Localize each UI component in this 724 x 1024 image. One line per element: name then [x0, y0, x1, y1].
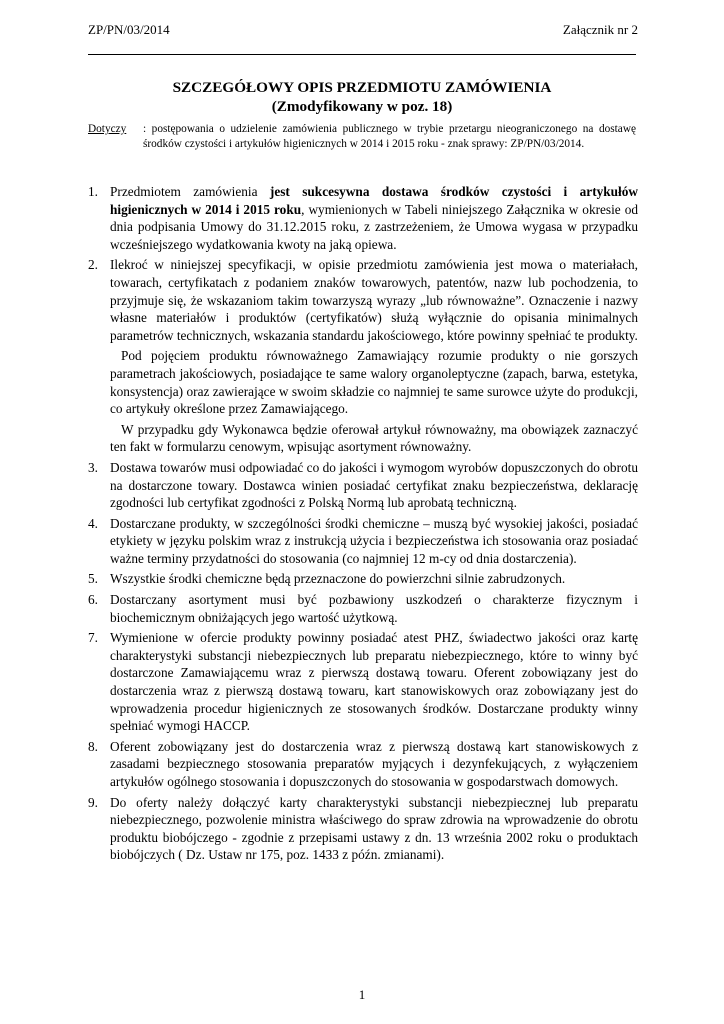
item-text: Dostarczany asortyment musi być pozbawiony uszkodzeń o charakterze fizycznym i biochemicznym obniżających jego wartość użytkową. [110, 592, 638, 625]
item-number: 1. [88, 184, 98, 199]
item-text: Dostarczane produkty, w szczególności środki chemiczne – muszą być wysokiej jakości, posiadać etykiety w języku polskim wraz z instrukcją użycia i bezpieczeństwa ich stosowania oraz posiadać ważne terminy przydatności do stosowania (co najmniej 12 m-cy od dnia dostarczenia). [110, 515, 638, 566]
item-number: 4. [88, 515, 98, 531]
item-text: Dostawa towarów musi odpowiadać co do jakości i wymogom wyrobów dopuszczonych do obrotu na dostarczone towary. Dostawca winien posiadać certyfikat znaku bezpieczeństwa, deklarację zgodności lub certyfikat zgodności z Polską Normą lub aprobatą techniczną. [110, 459, 638, 511]
header-doc-number: ZP/PN/03/2014 [88, 22, 170, 37]
list-item [88, 794, 638, 864]
item-paragraph: W przypadku gdy Wykonawca będzie oferował artykuł równoważny, ma obowiązek zaznaczyć ten fakt w formularzu cenowym, wpisując asortyment równoważny. [110, 421, 638, 455]
item-number: 8. [88, 738, 98, 754]
item-number: 5. [88, 571, 98, 587]
item-text: Wymienione w ofercie produkty powinny posiadać atest PHZ, świadectwo jakości oraz kartę charakterystyki substancji niebezpiecznych lub preparatu niebezpiecznego, które to winny być dostarczone Zamawiającemu wraz z pierwszą dostawą towaru. Oferent zobowiązany jest do dostarczenia wraz z pierwszą dostawą towaru, kart stanowiskowych oraz zobowiązany jest do wprowadzenia procedur higienicznych ze stosowanych środków. Dostarczane produkty winny spełniać wymogi HACCP. [110, 630, 638, 734]
subject-label: Dotyczy [88, 123, 127, 135]
item-paragraph: Pod pojęciem produktu równoważnego Zamawiający rozumie produkty o nie gorszych parametrach jakościowych, posiadające te same walory organoleptyczne (zapach, barwa, estetyka, konsystencja) oraz zawierające w swoim składzie co najmniej te same surowce użyte do produkcji, co artykuły określone przez Zamawiającego. [110, 348, 638, 417]
item-text: Wszystkie środki chemiczne będą przeznaczone do powierzchni silnie zabrudzonych. [110, 571, 566, 587]
list-item [88, 570, 638, 588]
item-number: 2. [88, 257, 98, 273]
header-attachment-label: Załącznik nr 2 [562, 22, 638, 37]
requirements-list [88, 183, 638, 867]
list-item [88, 515, 638, 568]
list-item [88, 256, 638, 344]
document-subtitle: (Zmodyfikowany w poz. 18) [271, 98, 453, 115]
subject-text: : postępowania o udzielenie zamówienia publicznego w trybie przetargu nieograniczonego na dostawę środków czystości i artykułów higienicznych w 2014 i 2015 roku - znak sprawy: ZP/PN/03/2014. [143, 123, 636, 150]
item-number: 3. [88, 459, 98, 475]
item-number: 9. [88, 794, 98, 810]
list-item [88, 591, 638, 626]
list-item [88, 459, 638, 512]
item-text-rest: , wymienionych w Tabeli niniejszego Załącznika w okresie od dnia podpisania Umowy do 31.12.2015 roku, z zastrzeżeniem, że Umowa wygasa w przypadku wcześniejszego wydatkowania kwoty na jaką opiewa. [110, 201, 638, 252]
document-title: SZCZEGÓŁOWY OPIS PRZEDMIOTU ZAMÓWIENIA [172, 79, 552, 96]
list-item [88, 183, 638, 253]
page-number: 1 [358, 987, 366, 1002]
item-text: Do oferty należy dołączyć karty charakterystyki substancji niebezpiecznej lub preparatu niebezpiecznego, pozwolenie ministra właściwego do spraw zdrowia na wprowadzenie do obrotu produktu biobójczego - zgodnie z przepisami ustawy z dn. 13 września 2002 roku o produktach biobójczych ( Dz. Ustaw nr 175, poz. 1433 z późn. zmianami). [110, 794, 638, 863]
header-rule [88, 54, 636, 55]
item-text: Ilekroć w niniejszej specyfikacji, w opisie przedmiotu zamówienia jest mowa o materiałach, towarach, certyfikatach z podaniem znaków towarowych, patentów, nazw lub pochodzenia, to przyjmuje się, że wskazaniom takim towarzyszą wyrazy „lub równoważne”. Oznaczenie i nazwy własne materiałów i produktów (certyfikatów) służą wyłącznie do opisania minimalnych parametrów technicznych, wskazania standardu jakościowego, które powinny spełniać te produkty. [110, 257, 638, 343]
item-number: 6. [88, 592, 98, 608]
item-text-intro: Przedmiotem zamówienia [110, 184, 270, 199]
item-text: Oferent zobowiązany jest do dostarczenia wraz z pierwszą dostawą kart stanowiskowych z zasadami bezpiecznego stosowania preparatów myjących i dezynfekujących, z wyłączeniem artykułów ogólnego stosowania i dopuszczonych do stosowania w gospodarstwach domowych. [110, 738, 638, 789]
list-item [88, 738, 638, 791]
list-item [88, 629, 638, 735]
item-text-bold: jest sukcesywna dostawa środków czystości i artykułów higienicznych w 2014 i 2015 roku [110, 184, 639, 217]
subject-block [88, 122, 636, 152]
item-number: 7. [88, 630, 98, 646]
